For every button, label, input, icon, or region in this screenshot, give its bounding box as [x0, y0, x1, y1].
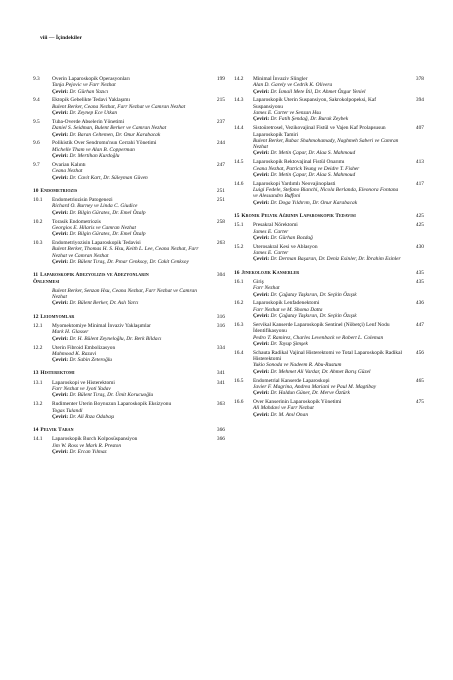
entry-translator: [52, 132, 203, 138]
entry-body: [234, 279, 424, 298]
section-page-number: 435: [415, 269, 424, 276]
entry-translator: [253, 200, 402, 206]
entry-title: Overin Laparoskopik Operasyonları: [52, 76, 130, 82]
toc-entry[interactable]: [33, 119, 225, 138]
section-number: 15: [234, 213, 240, 220]
entry-translator: [52, 392, 203, 398]
section-page-number: 316: [216, 313, 225, 320]
toc-entry[interactable]: [234, 97, 424, 122]
toc-entry[interactable]: [33, 197, 225, 216]
translator-names: Dr. Baran Celtemen, Dr. Onur Karabacak: [69, 131, 161, 138]
entry-body: [234, 300, 424, 319]
entry-body: [33, 380, 225, 399]
toc-section-heading[interactable]: [234, 213, 424, 219]
section-number: 16: [234, 269, 240, 276]
entry-page-number: 316: [216, 323, 225, 330]
entry-translator: [253, 172, 402, 178]
translator-prefix: Çeviri:: [52, 335, 69, 342]
entry-translator: [253, 116, 402, 122]
entry-authors: Togas Tulandi: [52, 407, 83, 414]
translator-prefix: Çeviri:: [52, 153, 69, 160]
section-page-number: 304: [216, 272, 225, 279]
entry-number: 12.1: [33, 323, 43, 330]
entry-body: [33, 162, 225, 181]
toc-entry[interactable]: [33, 219, 225, 238]
entry-translator: [253, 235, 402, 241]
entry-page-number: 407: [415, 125, 424, 132]
entry-number: 16.4: [234, 349, 244, 356]
toc-entry[interactable]: [234, 399, 424, 418]
entry-title: Uterin Fibroid Embolizasyon: [52, 344, 116, 351]
toc-entry[interactable]: [234, 159, 424, 178]
translator-prefix: Çeviri:: [52, 209, 69, 216]
entry-authors: James E. Carter: [253, 250, 289, 257]
entry-body: [33, 140, 225, 159]
section-heading-text: [33, 272, 173, 285]
entry-title: Torasik Endometriozis: [52, 218, 101, 225]
entry-authors: Georgios E. Hilaris ve Camran Nezhat: [52, 224, 136, 231]
entry-number: 16.5: [234, 377, 244, 384]
translator-names: Dr. Mehmet Ali Vardar, Dr. Ahmet Barış Güzel: [270, 368, 371, 375]
translator-names: Dr. Metin Çapar, Dr. Alaa S. Mahmoud: [270, 150, 356, 157]
entry-body: [33, 197, 225, 216]
section-title: Kronik Pelvik Ağrının Laparoskopik Tedavisi: [241, 213, 356, 220]
entry-page-number: 378: [415, 76, 424, 82]
translator-names: Dr. Sabin Zeteroğlu: [69, 357, 113, 364]
entry-authors: Richard O. Burney ve Linda C. Giudice: [52, 203, 138, 210]
entry-body: [33, 97, 225, 116]
toc-entry[interactable]: [33, 401, 225, 420]
entry-title: Over Kanserinin Laparoskopik Yönetimi: [253, 399, 342, 405]
entry-body: [33, 119, 225, 138]
translator-prefix: Çeviri:: [253, 390, 270, 397]
section-page-number: 251: [216, 187, 225, 194]
entry-title: Laparoskopik Rektovajinal Fistül Onarımı: [253, 159, 345, 166]
entry-body: [234, 244, 424, 263]
translator-names: Dr. Gürhan Bozdağ: [270, 234, 313, 241]
entry-body: [33, 76, 225, 95]
entry-authors: Yukio Sonoda ve Nadeem R. Abu-Rustum: [253, 362, 342, 369]
entry-body: [33, 436, 225, 455]
translator-prefix: Çeviri:: [253, 313, 270, 320]
entry-title: Laparoskopik Lenfadenektomi: [253, 300, 320, 307]
entry-translator: [253, 256, 402, 262]
translator-prefix: Çeviri:: [52, 231, 69, 238]
entry-translator: [52, 110, 203, 116]
translator-prefix: Çeviri:: [52, 110, 69, 117]
toc-entry[interactable]: [33, 436, 225, 455]
translator-names: Dr. Bülent Tıraş, Dr. Ümit Korucuoğlu: [69, 392, 154, 399]
entry-page-number: 244: [216, 140, 225, 147]
entry-authors: James E. Carter: [253, 228, 289, 235]
translator-prefix: Çeviri:: [52, 392, 69, 399]
entry-translator: [253, 89, 402, 95]
translator-prefix: Çeviri:: [253, 171, 270, 178]
entry-number: 16.1: [234, 278, 244, 285]
entry-translator: [253, 292, 402, 298]
translator-prefix: Çeviri:: [52, 357, 69, 364]
entry-translator: [52, 357, 203, 363]
section-number: 14: [33, 427, 39, 434]
entry-number: 16.3: [234, 321, 244, 328]
translator-names: Dr. Bilgin Gürates, Dr. Emel Özalp: [69, 209, 146, 216]
entry-authors: Ceana Nezhat, Patrick Yeung ve Deidre T. Fisher: [253, 165, 360, 172]
entry-authors: Pedro T. Ramirez, Charles Levenback ve Robert L. Coleman: [253, 334, 384, 341]
translator-prefix: Çeviri:: [52, 258, 69, 265]
entry-title: Laparoskopik Uterin Suspansiyon, Sakrokolpopeksi, Kaf Suspansiyonu: [253, 97, 377, 110]
translator-names: Dr. Cavit Kart, Dr. Süleyman Güven: [69, 174, 148, 181]
section-number: 12: [33, 313, 39, 320]
entry-translator: [253, 341, 402, 347]
page-header: viii — İçindekiler: [40, 35, 82, 41]
toc-entry[interactable]: [234, 300, 424, 319]
entry-title: Schauta Radikal Vajinal Histerektomi ve Total Laparoskopik Radikal Histerektomi: [253, 349, 402, 363]
translator-prefix: Çeviri:: [52, 174, 69, 181]
translator-prefix: Çeviri:: [52, 88, 69, 95]
entry-translator: [253, 150, 402, 156]
section-heading-text: [33, 314, 74, 320]
toc-entry[interactable]: [234, 76, 424, 95]
translator-names: Dr. Çağatay Taşkıran, Dr. Seçkin Özışık: [270, 313, 357, 320]
entry-authors: Bulent Berker, Ceana Nezhat, Farr Nezhat ve Camran Nezhat: [52, 103, 186, 110]
section-number: 13: [33, 370, 39, 377]
section-title: Leiomyomlar: [40, 313, 75, 320]
entry-number: 10.3: [33, 240, 43, 247]
entry-number: 15.2: [234, 243, 244, 250]
section-heading-text: [234, 270, 299, 276]
translator-names: Dr. Ali Rıza Odabaşı: [69, 413, 115, 420]
entry-number: 12.2: [33, 344, 43, 351]
toc-entry[interactable]: [234, 350, 424, 375]
section-heading-text: [33, 370, 75, 376]
entry-page-number: 394: [415, 97, 424, 104]
entry-title: Myomektomiye Minimal İnvaziv Yaklaşımlar: [52, 323, 151, 330]
toc-entry[interactable]: [33, 323, 225, 342]
section-title: Endometriozis: [40, 187, 78, 194]
section-title: Laparoskopik Adezyolizis ve Adezyonların Önlenmesi: [33, 272, 149, 285]
entry-authors: Farr Nezhat: [253, 285, 280, 292]
translator-names: Dr. Tayup Şimşek: [270, 340, 308, 347]
toc-section-heading[interactable]: [33, 188, 225, 194]
entry-title: Ektopik Gebelikte Tedavi Yaklaşımı: [52, 97, 130, 104]
translator-names: Dr. Ercan Yılmaz: [69, 449, 107, 455]
toc-section-heading[interactable]: [33, 370, 225, 376]
entry-authors: Ali Mahdavi ve Farr Nezhat: [253, 405, 314, 412]
entry-body: [234, 322, 424, 347]
entry-translator: [52, 300, 203, 306]
entry-page-number: 334: [216, 344, 225, 351]
translator-prefix: Çeviri:: [253, 256, 270, 263]
entry-page-number: 366: [216, 436, 225, 443]
toc-entry[interactable]: [33, 380, 225, 399]
entry-number: 16.2: [234, 300, 244, 307]
entry-number: 9.4: [33, 97, 40, 104]
section-heading-text: [234, 213, 356, 219]
toc-entry[interactable]: [234, 244, 424, 263]
entry-body: [33, 240, 225, 265]
entry-translator: [52, 210, 203, 216]
translator-prefix: Çeviri:: [253, 88, 270, 95]
entry-page-number: 199: [216, 76, 225, 82]
translator-names: Dr. Mertihan Kurdoğlu: [69, 153, 120, 160]
entry-title: Laparoskopi ve Histerektomi: [52, 379, 115, 386]
toc-entry[interactable]: [33, 345, 225, 364]
toc-entry[interactable]: [33, 97, 225, 116]
entry-number: 9.7: [33, 161, 40, 168]
entry-title: Endometriozisin Patogenezi: [52, 197, 113, 204]
entry-translator: [52, 336, 203, 342]
entry-page-number: 436: [415, 300, 424, 307]
entry-page-number: 258: [216, 218, 225, 225]
entry-page-number: 341: [216, 379, 225, 386]
entry-page-number: 425: [415, 222, 424, 229]
entry-authors: Ceana Nezhat: [52, 168, 83, 175]
entry-authors: Michelle Tham ve Alan B. Copperman: [52, 146, 135, 153]
entry-page-number: 363: [216, 401, 225, 408]
entry-page-number: 237: [216, 118, 225, 125]
toc-entry[interactable]: [234, 125, 424, 156]
entry-title: Ovarian Kalıntı: [52, 161, 86, 168]
entry-body: [234, 97, 424, 122]
entry-body: [234, 181, 424, 206]
entry-title: Tuba-Overde Abselerin Yönetimi: [52, 118, 125, 125]
translator-names: Dr. Doga Yıldırım, Dr. Onur Karabacak: [270, 199, 358, 206]
entry-title: Giriş: [253, 278, 264, 285]
entry-translator: [52, 231, 203, 237]
translator-names: Dr. Bülent Tıraş, Dr. Pınar Cenksoy, Dr. Cakit Cenksoy: [69, 258, 189, 265]
translator-prefix: Çeviri:: [253, 199, 270, 206]
section-page-number: 341: [216, 370, 225, 377]
entry-page-number: 417: [415, 180, 424, 187]
entry-authors: Javier F. Magrina, Andrea Mariani ve Paul M. Magtibay: [253, 383, 377, 390]
toc-entry[interactable]: [33, 288, 225, 307]
toc-right-column: [234, 76, 424, 420]
entry-number: 14.5: [234, 159, 244, 166]
translator-prefix: Çeviri:: [253, 291, 270, 298]
entry-number: 16.6: [234, 399, 244, 405]
translator-names: Dr. H. Bülent Zeyneloğlu, Dr. Berk Bildacı: [69, 335, 162, 342]
entry-page-number: 430: [415, 243, 424, 250]
toc-entry[interactable]: [234, 322, 424, 347]
entry-authors: Bulent Berker, Senzan Hsu, Ceana Nezhat, Farr Nezhat ve Camran Nezhat: [52, 287, 197, 301]
translator-prefix: Çeviri:: [52, 413, 69, 420]
entry-title: Laparoskopik Burch Kolposüspansiyon: [52, 436, 138, 443]
translator-prefix: Çeviri:: [253, 116, 270, 123]
toc-section-heading[interactable]: [33, 427, 225, 433]
entry-authors: Farr Nezhat ve Jyoti Yadav: [52, 386, 111, 393]
entry-number: 9.5: [33, 118, 40, 125]
section-number: 10: [33, 187, 39, 194]
entry-number: 9.6: [33, 140, 40, 147]
translator-names: Dr. İsmail Mete İtil, Dr. Ahmet Özgur Yeniel: [270, 88, 366, 95]
entry-translator: [52, 449, 203, 455]
entry-page-number: 215: [216, 97, 225, 104]
entry-body: [234, 125, 424, 156]
entry-title: Endometrial Kanserde Laparoskopi: [253, 377, 330, 384]
entry-title: Rudimenter Uterin Boynuzun Laparoskopik Eksizyonu: [52, 401, 172, 408]
entry-body: [234, 76, 424, 95]
translator-prefix: Çeviri:: [253, 234, 270, 241]
translator-prefix: Çeviri:: [253, 340, 270, 347]
entry-translator: [253, 390, 402, 396]
entry-authors: Mark H. Glasser: [52, 329, 89, 336]
toc-entry[interactable]: [33, 162, 225, 181]
toc-section-heading[interactable]: [33, 314, 225, 320]
entry-page-number: 263: [216, 240, 225, 247]
entry-body: [234, 159, 424, 178]
entry-authors: Mahmood K. Razavi: [52, 350, 97, 357]
entry-number: 9.3: [33, 76, 40, 82]
entry-translator: [52, 175, 203, 181]
translator-names: Dr. Gürhan Yazıcı: [69, 88, 109, 95]
toc-entry[interactable]: [33, 240, 225, 265]
section-number: 11: [33, 272, 39, 279]
entry-title: Presakral Nörektomi: [253, 222, 298, 229]
entry-number: 13.2: [33, 401, 43, 408]
entry-page-number: 247: [216, 161, 225, 168]
entry-translator: [253, 313, 402, 319]
entry-authors: Tanja Pejovic ve Farr Nezhat: [52, 82, 116, 89]
entry-page-number: 251: [216, 197, 225, 204]
translator-prefix: Çeviri:: [253, 368, 270, 375]
entry-body: [234, 222, 424, 241]
entry-authors: Luigi Fedele, Stefano Bianchi, Nicola Berlanda, Eleonora Fontana ve Alessandro Buffoni: [253, 187, 399, 200]
entry-number: 14.3: [234, 97, 244, 104]
entry-number: 10.2: [33, 218, 43, 225]
toc-left-column: [33, 76, 225, 458]
entry-translator: [253, 369, 402, 375]
translator-names: Dr. Metin Çapar, Dr. Alaa S. Mahmoud: [270, 171, 356, 178]
entry-translator: [52, 153, 203, 159]
entry-authors: Jim W. Ross ve Mark R. Preston: [52, 442, 122, 449]
entry-authors: Bulent Berker, Babac Shahmohamady, Naghmeh Saberi ve Camran Nezhat: [253, 137, 399, 151]
entry-page-number: 435: [415, 278, 424, 285]
entry-body: [234, 399, 424, 418]
entry-authors: Bulent Berker, Thomas H. S. Hsu, Keith L. Lee, Ceana Nezhat, Farr Nezhat ve Camran Nezhat: [52, 246, 199, 259]
entry-title: Polikistik Over Sendromu'nun Cerrahi Yönetimi: [52, 140, 157, 147]
entry-body: [234, 350, 424, 375]
entry-page-number: 456: [415, 349, 424, 356]
translator-names: Dr. Zeynep Ece Utkan: [69, 110, 118, 117]
entry-title: Sistoüretrosel, Vezikovajinal Fistül ve Vajen Kaf Prolapsusun Laparoskopik Tamiri: [253, 125, 386, 138]
entry-body: [33, 401, 225, 420]
translator-prefix: Çeviri:: [253, 150, 270, 157]
entry-number: 14.6: [234, 180, 244, 187]
section-page-number: 425: [415, 213, 424, 220]
entry-authors: Daniel S. Seidman, Bulent Berker ve Camran Nezhat: [52, 125, 167, 132]
translator-names: Dr. Fatih Şendağ, Dr. Burak Zeybek: [270, 116, 349, 123]
section-title: Pelvik Taban: [40, 427, 74, 434]
entry-translator: [52, 89, 203, 95]
entry-body: [33, 219, 225, 238]
translator-names: Dr. Haldun Güner, Dr. Merve Öztürk: [270, 390, 350, 397]
entry-number: 14.4: [234, 125, 244, 132]
entry-number: 14.1: [33, 436, 43, 443]
entry-body: [33, 345, 225, 364]
section-heading-text: [33, 188, 77, 194]
translator-names: Dr. Bülent Berker, Dr. Aslı Yarcı: [69, 300, 139, 307]
translator-prefix: Çeviri:: [52, 300, 69, 307]
section-page-number: 366: [216, 427, 225, 434]
translator-names: Dr. Bilgin Gürates, Dr. Emel Özalp: [69, 231, 146, 238]
entry-page-number: 465: [415, 377, 424, 384]
entry-page-number: 413: [415, 159, 424, 166]
section-heading-text: [33, 427, 74, 433]
entry-body: [33, 288, 225, 307]
translator-names: Dr. Çağatay Taşkıran, Dr. Seçkin Özışık: [270, 291, 357, 298]
entry-title: Endometriyozisin Laparoskopik Tedavisi: [52, 240, 141, 247]
section-title: Histerektomi: [40, 370, 75, 377]
translator-prefix: Çeviri:: [52, 449, 69, 455]
entry-translator: [52, 414, 203, 420]
translator-names: Dr. M. Anıl Onan: [270, 411, 309, 418]
entry-authors: James E. Carter ve Senzan Hsu: [253, 110, 321, 117]
entry-title: Servikal Kanserde Laparoskopik Sentinel (Nöbetçi) Lenf Nodu İdentifikasyonu: [253, 321, 390, 335]
entry-title: Uterosakral Kesi ve Ablasyon: [253, 243, 318, 250]
entry-page-number: 475: [415, 399, 424, 405]
entry-number: 15.1: [234, 222, 244, 229]
translator-prefix: Çeviri:: [253, 411, 270, 418]
toc-entry[interactable]: [234, 181, 424, 206]
toc-section-heading[interactable]: [234, 270, 424, 276]
toc-entry[interactable]: [234, 378, 424, 397]
entry-title: Laparoskopi Yardımlı Neovajinoplasti: [253, 180, 336, 187]
toc-section-heading[interactable]: [33, 272, 225, 285]
translator-prefix: Çeviri:: [52, 131, 69, 138]
entry-translator: [253, 412, 402, 418]
toc-entry[interactable]: [234, 279, 424, 298]
toc-entry[interactable]: [234, 222, 424, 241]
toc-entry[interactable]: [33, 76, 225, 95]
entry-authors: Farr Nezhat ve M. Shoma Datta: [253, 306, 323, 313]
section-title: Jinekolojik Kanserler: [241, 269, 300, 276]
entry-number: 10.1: [33, 197, 43, 204]
entry-title: Minimal İnvaziv Slingler: [253, 76, 308, 82]
entry-number: 13.1: [33, 379, 43, 386]
entry-body: [33, 323, 225, 342]
entry-body: [234, 378, 424, 397]
entry-authors: Alan D. Garely ve Cedrik K. Olivera: [253, 82, 333, 89]
entry-number: 14.2: [234, 76, 244, 82]
entry-page-number: 447: [415, 321, 424, 328]
toc-entry[interactable]: [33, 140, 225, 159]
entry-translator: [52, 259, 203, 265]
translator-names: Dr. Derman Başaran, Dr. Deniz Esinler, Dr. İbrahim Esinler: [270, 256, 401, 263]
